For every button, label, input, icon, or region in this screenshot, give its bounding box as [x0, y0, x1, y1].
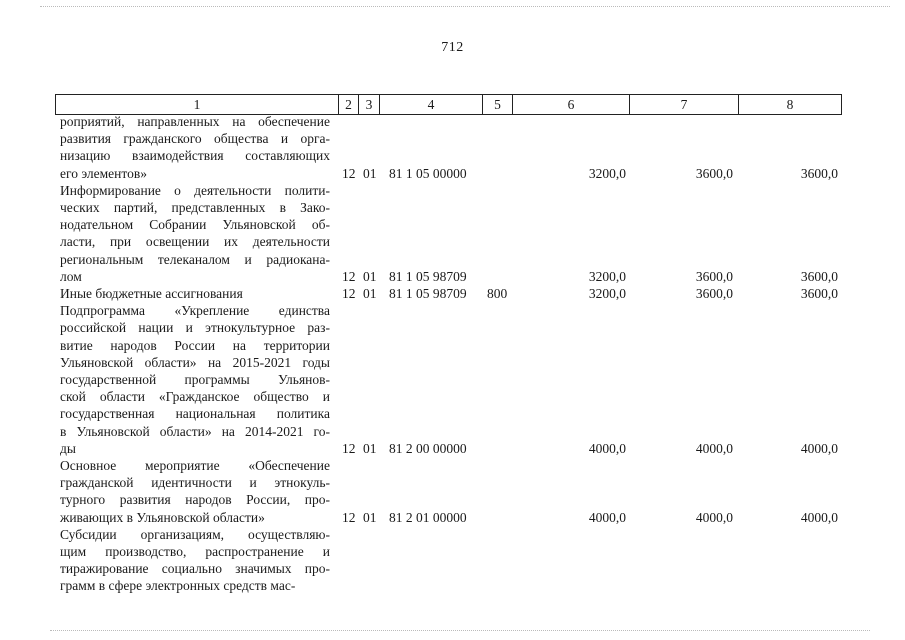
row-2-y2019: 3200,0 [588, 286, 626, 301]
header-col-6: 6 [513, 95, 630, 114]
row-4-section: 12 [342, 509, 356, 525]
row-2-y2020: 3600,0 [695, 286, 733, 301]
row-0-subsection: 01 [363, 165, 377, 181]
header-col-1: 1 [56, 95, 339, 114]
row-1-y2021: 3600,0 [800, 268, 838, 284]
row-3-desc-line: государственная национальная политика [60, 406, 330, 422]
row-4-subsection: 01 [363, 509, 377, 525]
row-1-subsection: 01 [363, 268, 377, 284]
row-0-csr: 81 1 05 00000 [389, 165, 467, 181]
row-3-y2021: 4000,0 [800, 440, 838, 456]
table-header [55, 94, 842, 115]
row-0-desc-line: роприятий, направленных на обеспечение [60, 114, 330, 129]
row-2-y2021: 3600,0 [800, 286, 838, 301]
row-3-csr: 81 2 00 00000 [389, 440, 467, 456]
row-1-y2020: 3600,0 [695, 268, 733, 284]
row-4-desc-line: живающих в Ульяновской области» [60, 509, 265, 525]
scan-edge-bottom [50, 630, 870, 632]
row-1-csr: 81 1 05 98709 [389, 268, 467, 284]
row-3-desc-line: Подпрограмма «Укрепление единства [60, 303, 330, 319]
row-2-csr: 81 1 05 98709 [389, 286, 467, 301]
header-col-5: 5 [483, 95, 513, 114]
row-3-desc-line: ды [60, 440, 76, 456]
row-3-y2020: 4000,0 [695, 440, 733, 456]
row-3-section: 12 [342, 440, 356, 456]
row-4-csr: 81 2 01 00000 [389, 509, 467, 525]
row-4-y2020: 4000,0 [695, 509, 733, 525]
row-3-desc-line: российской нации и этнокультурное раз- [60, 320, 330, 336]
scan-edge-top [40, 6, 890, 8]
row-1-desc-line: Информирование о деятельности полити- [60, 182, 330, 198]
row-1-desc-line: региональным телеканалом и радиокана- [60, 251, 330, 267]
row-2-section: 12 [342, 286, 356, 301]
header-col-7: 7 [630, 95, 739, 114]
row-3-desc-line: витие народов России на территории [60, 337, 330, 353]
row-4-desc-line: Основное мероприятие «Обеспечение [60, 458, 330, 473]
header-col-8: 8 [739, 95, 842, 114]
row-1-desc-line: лом [60, 268, 82, 284]
row-5-desc-line: Субсидии организациям, осуществляю- [60, 526, 330, 542]
header-col-2: 2 [339, 95, 359, 114]
row-1-desc-line: ческих партий, представленных в Зако- [60, 200, 330, 215]
header-col-3: 3 [359, 95, 380, 114]
row-3-desc-line: Ульяновской области» на 2015-2021 годы [60, 354, 330, 370]
row-2-subsection: 01 [363, 286, 377, 301]
row-1-desc-line: ласти, при освещении их деятельности [60, 234, 330, 250]
row-2-vr: 800 [487, 286, 508, 301]
row-0-y2019: 3200,0 [588, 165, 626, 181]
row-4-desc-line: гражданской идентичности и этнокуль- [60, 475, 330, 491]
row-1-section: 12 [342, 268, 356, 284]
row-0-y2020: 3600,0 [695, 165, 733, 181]
row-5-desc-line: щим производство, распространение и [60, 544, 330, 559]
row-3-desc-line: ской области «Гражданское общество и [60, 389, 330, 405]
row-3-desc-line: в Ульяновской области» на 2014-2021 го- [60, 423, 330, 439]
row-3-desc-line: государственной программы Ульянов- [60, 372, 330, 387]
row-0-desc-line: низацию взаимодействия составляющих [60, 148, 330, 164]
page-number: 712 [441, 40, 464, 55]
row-0-y2021: 3600,0 [800, 165, 838, 181]
row-4-desc-line: турного развития народов России, про- [60, 492, 330, 508]
row-5-desc-line: тиражирование социально значимых про- [60, 561, 330, 577]
header-col-4: 4 [380, 95, 483, 114]
row-0-desc-line: развития гражданского общества и орга- [60, 131, 330, 147]
row-1-desc-line: нодательном Собрании Ульяновской об- [60, 217, 330, 233]
row-1-y2019: 3200,0 [588, 268, 626, 284]
row-4-y2019: 4000,0 [588, 509, 626, 525]
row-5-desc-line: грамм в сфере электронных средств мас- [60, 578, 296, 594]
row-2-desc-line: Иные бюджетные ассигнования [60, 286, 243, 301]
row-0-section: 12 [342, 165, 356, 181]
row-3-subsection: 01 [363, 440, 377, 456]
row-3-y2019: 4000,0 [588, 440, 626, 456]
row-0-desc-line: его элементов» [60, 165, 147, 181]
row-4-y2021: 4000,0 [800, 509, 838, 525]
